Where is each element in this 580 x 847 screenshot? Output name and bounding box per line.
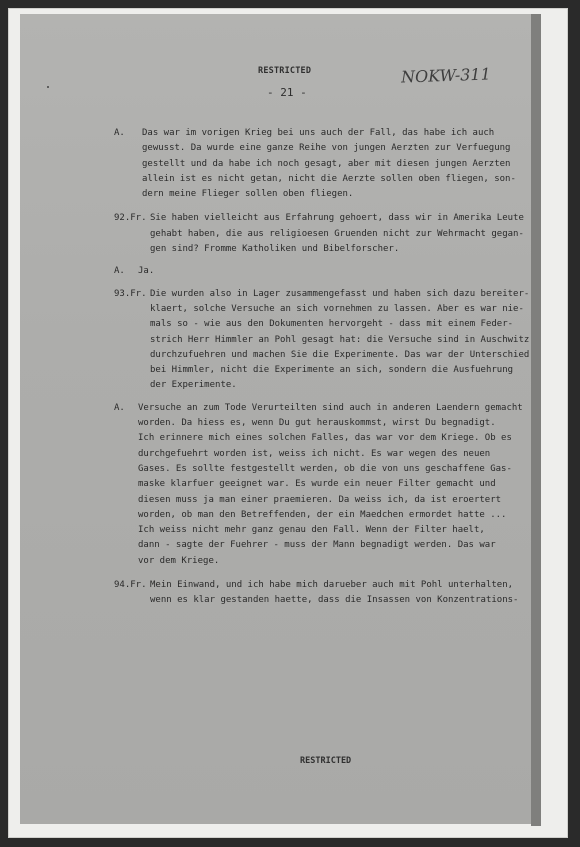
text-line: Die wurden also in Lager zusammengefasst und haben sich dazu bereiter- xyxy=(150,288,530,299)
text-line: strich Herr Himmler an Pohl gesagt hat: die Versuche sind in Auschwitz xyxy=(150,334,530,345)
text-line: Ich erinnere mich eines solchen Falles, das war vor dem Kriege. Ob es xyxy=(138,433,512,444)
text-line: Sie haben vielleicht aus Erfahrung gehoert, dass wir in Amerika Leute xyxy=(150,213,524,224)
text-line: diesen muss ja man einer praemieren. Da weiss ich, da ist eroertert xyxy=(138,494,502,505)
transcript-paragraph xyxy=(114,401,534,569)
text-line: durchzufuehren und machen Sie die Experimente. Das war der Unterschied xyxy=(150,349,530,360)
transcript-paragraph xyxy=(114,287,534,394)
speaker-label: A. xyxy=(114,128,125,138)
text-line: allein ist es nicht getan, nicht die Aerzte sollen oben fliegen, son- xyxy=(142,173,516,184)
document-code-handwritten: NOKW-311 xyxy=(400,64,492,87)
text-line: worden. Da hiess es, wenn Du gut herauskommst, wirst Du begnadigt. xyxy=(138,418,496,429)
speaker-label: A. xyxy=(114,266,125,277)
text-line: gen sind? Fromme Katholiken und Bibelforscher. xyxy=(150,244,400,255)
text-line: bei Himmler, nicht die Experimente an sich, sondern die Ausfuehrung xyxy=(150,365,514,376)
text-line: gehabt haben, die aus religioesen Gruenden nicht zur Wehrmacht gegan- xyxy=(150,228,524,239)
text-line: Das war im vorigen Krieg bei uns auch der Fall, das habe ich auch xyxy=(142,128,495,138)
header-classification: RESTRICTED xyxy=(258,66,312,76)
transcript-paragraph xyxy=(114,126,534,202)
speaker-label: A. xyxy=(114,402,125,413)
speaker-label: 94.Fr. xyxy=(114,580,147,591)
transcript-paragraph xyxy=(114,264,534,279)
text-line: durchgefuehrt worden ist, weiss ich nicht. Es war wegen des neuen xyxy=(138,448,491,459)
text-line: dern meine Flieger sollen oben fliegen. xyxy=(142,189,354,200)
speaker-label: 92.Fr. xyxy=(114,213,147,224)
text-line: wenn es klar gestanden haette, dass die Insassen von Konzentrations- xyxy=(150,595,519,606)
text-line: gestellt und da habe ich noch gesagt, aber mit diesen jungen Aerzten xyxy=(142,158,511,169)
text-line: mals so - wie aus den Dokumenten hervorgeht - dass mit einem Feder- xyxy=(150,319,514,330)
text-line: der Experimente. xyxy=(150,380,237,391)
speaker-label: 93.Fr. xyxy=(114,288,147,299)
transcript-paragraph xyxy=(114,578,534,609)
transcript-body xyxy=(114,126,534,609)
text-line: klaert, solche Versuche an sich vornehmen zu lassen. Aber es war nie- xyxy=(150,303,524,314)
text-line: worden, ob man den Betreffenden, der ein Maedchen ermordet hatte ... xyxy=(138,509,507,520)
transcript-paragraph xyxy=(114,211,534,257)
text-line: Gases. Es sollte festgestellt werden, ob die von uns geschaffene Gas- xyxy=(138,463,512,474)
text-line: dann - sagte der Fuehrer - muss der Mann begnadigt werden. Das war xyxy=(138,540,496,551)
text-line: Ich weiss nicht mehr ganz genau den Fall. Wenn der Filter haelt, xyxy=(138,525,485,536)
page-number: - 21 - xyxy=(267,86,307,99)
text-line: vor dem Kriege. xyxy=(138,555,220,566)
punch-mark xyxy=(47,86,49,88)
text-line: Ja. xyxy=(138,266,155,277)
text-line: gewusst. Da wurde eine ganze Reihe von jungen Aerzten zur Verfuegung xyxy=(142,143,511,154)
text-line: Versuche an zum Tode Verurteilten sind auch in anderen Laendern gemacht xyxy=(138,402,523,413)
text-line: Mein Einwand, und ich habe mich darueber auch mit Pohl unterhalten, xyxy=(150,580,514,591)
footer-classification: RESTRICTED xyxy=(300,756,352,766)
text-line: maske klarfuer geeignet war. Es wurde ein neuer Filter gemacht und xyxy=(138,479,496,490)
